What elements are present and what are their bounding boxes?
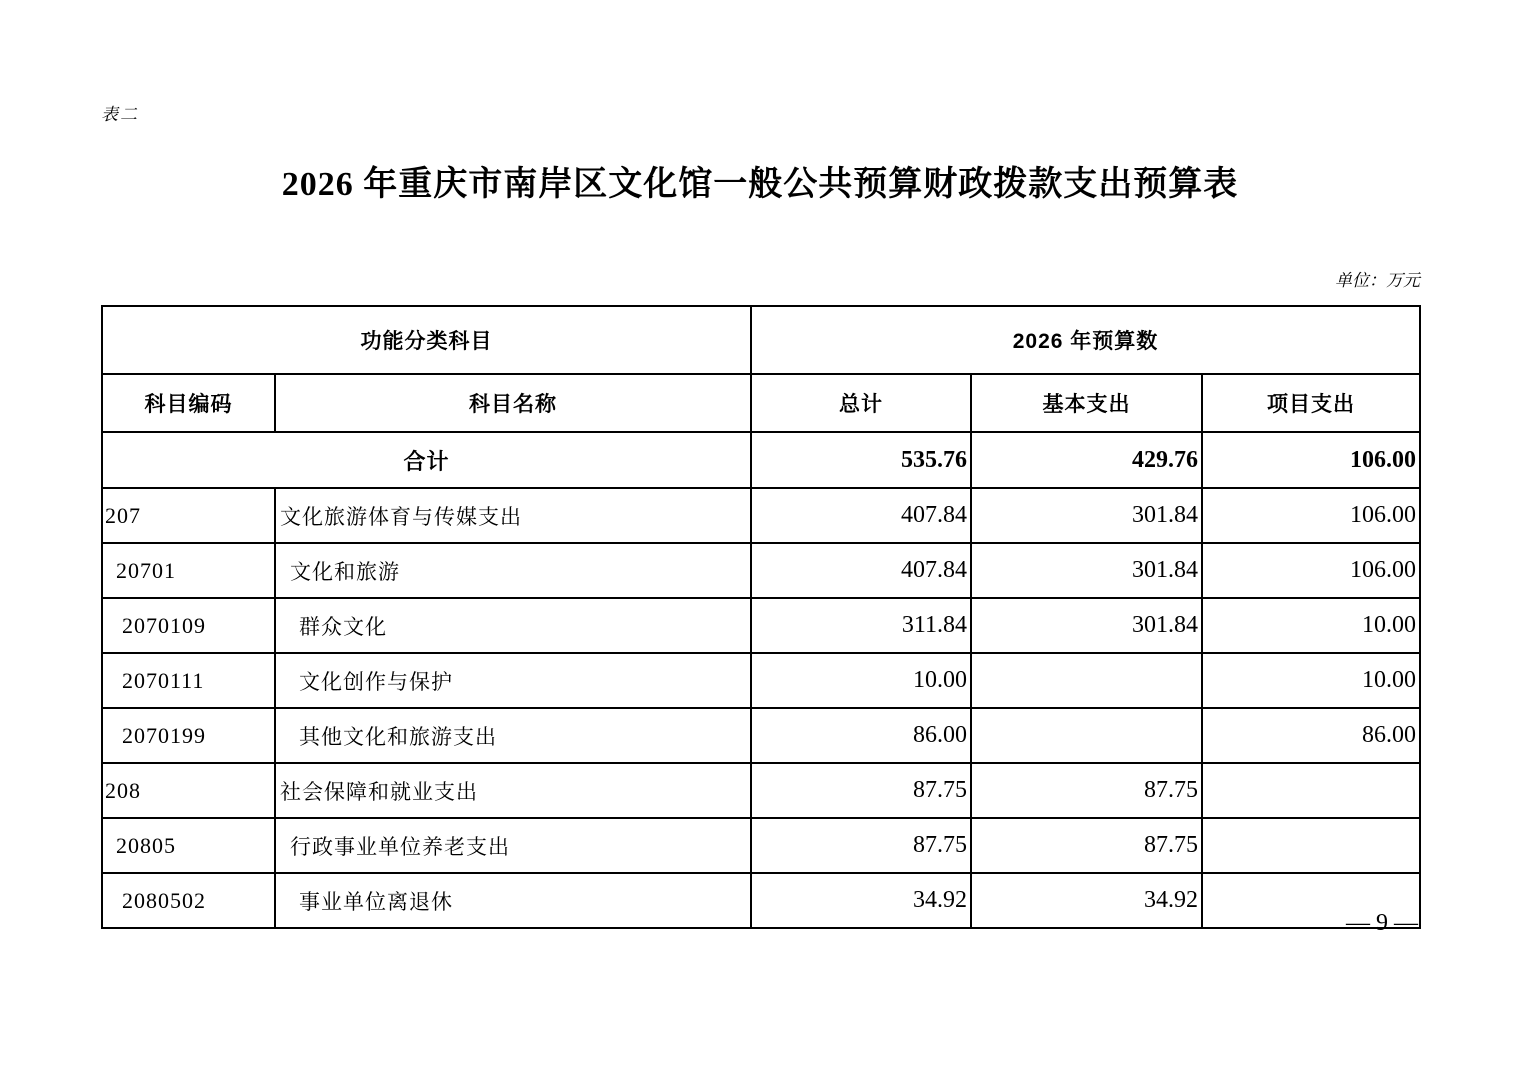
subject-name-cell: 群众文化	[275, 598, 751, 653]
basic-expenditure-cell: 87.75	[971, 763, 1202, 818]
subject-name-cell: 其他文化和旅游支出	[275, 708, 751, 763]
subject-code-cell: 2070109	[102, 598, 275, 653]
subject-name-cell: 文化旅游体育与传媒支出	[275, 488, 751, 543]
subject-code-cell: 208	[102, 763, 275, 818]
total-cell: 34.92	[751, 873, 971, 928]
project-expenditure-cell: 10.00	[1202, 598, 1420, 653]
header-columns-row	[102, 374, 1420, 432]
project-expenditure-cell	[1202, 818, 1420, 873]
budget-table	[101, 305, 1421, 929]
budget-table-header	[102, 306, 1420, 432]
total-cell: 311.84	[751, 598, 971, 653]
header-basic-expenditure: 基本支出	[971, 374, 1202, 432]
total-cell: 86.00	[751, 708, 971, 763]
table-row	[102, 488, 1420, 543]
budget-table-body	[102, 432, 1420, 928]
project-expenditure-cell: 106.00	[1202, 543, 1420, 598]
total-cell: 87.75	[751, 818, 971, 873]
basic-expenditure-cell: 301.84	[971, 488, 1202, 543]
basic-expenditure-cell	[971, 653, 1202, 708]
header-project-expenditure: 项目支出	[1202, 374, 1420, 432]
total-cell: 87.75	[751, 763, 971, 818]
basic-expenditure-cell: 87.75	[971, 818, 1202, 873]
project-expenditure-cell: 86.00	[1202, 708, 1420, 763]
total-row-total: 535.76	[751, 432, 971, 488]
subject-name-cell: 社会保障和就业支出	[275, 763, 751, 818]
basic-expenditure-cell: 34.92	[971, 873, 1202, 928]
project-expenditure-cell: 106.00	[1202, 488, 1420, 543]
project-expenditure-cell	[1202, 763, 1420, 818]
subject-code-cell: 20805	[102, 818, 275, 873]
table-label: 表二	[101, 105, 139, 124]
subject-code-cell: 20701	[102, 543, 275, 598]
subject-code-cell: 2070199	[102, 708, 275, 763]
table-row	[102, 598, 1420, 653]
subject-code-cell: 2070111	[102, 653, 275, 708]
header-group-row	[102, 306, 1420, 374]
subject-code-cell: 2080502	[102, 873, 275, 928]
header-functional-classification: 功能分类科目	[102, 306, 751, 374]
basic-expenditure-cell: 301.84	[971, 543, 1202, 598]
table-row	[102, 818, 1420, 873]
subject-name-cell: 事业单位离退休	[275, 873, 751, 928]
basic-expenditure-cell: 301.84	[971, 598, 1202, 653]
table-row	[102, 543, 1420, 598]
header-subject-code: 科目编码	[102, 374, 275, 432]
subject-name-cell: 行政事业单位养老支出	[275, 818, 751, 873]
header-total: 总计	[751, 374, 971, 432]
subject-name-cell: 文化和旅游	[275, 543, 751, 598]
subject-name-cell: 文化创作与保护	[275, 653, 751, 708]
table-row	[102, 873, 1420, 928]
page-title: 2026 年重庆市南岸区文化馆一般公共预算财政拨款支出预算表	[281, 166, 1239, 203]
total-cell: 10.00	[751, 653, 971, 708]
table-row	[102, 763, 1420, 818]
total-row-basic: 429.76	[971, 432, 1202, 488]
total-row-label: 合计	[102, 432, 751, 488]
total-cell: 407.84	[751, 488, 971, 543]
header-budget-year: 2026 年预算数	[751, 306, 1420, 374]
total-row	[102, 432, 1420, 488]
basic-expenditure-cell	[971, 708, 1202, 763]
total-cell: 407.84	[751, 543, 971, 598]
total-row-project: 106.00	[1202, 432, 1420, 488]
table-row	[102, 653, 1420, 708]
header-subject-name: 科目名称	[275, 374, 751, 432]
page-number: — 9 —	[1346, 910, 1418, 936]
subject-code-cell: 207	[102, 488, 275, 543]
unit-note: 单位：万元	[1335, 271, 1420, 290]
project-expenditure-cell: 10.00	[1202, 653, 1420, 708]
table-row	[102, 708, 1420, 763]
